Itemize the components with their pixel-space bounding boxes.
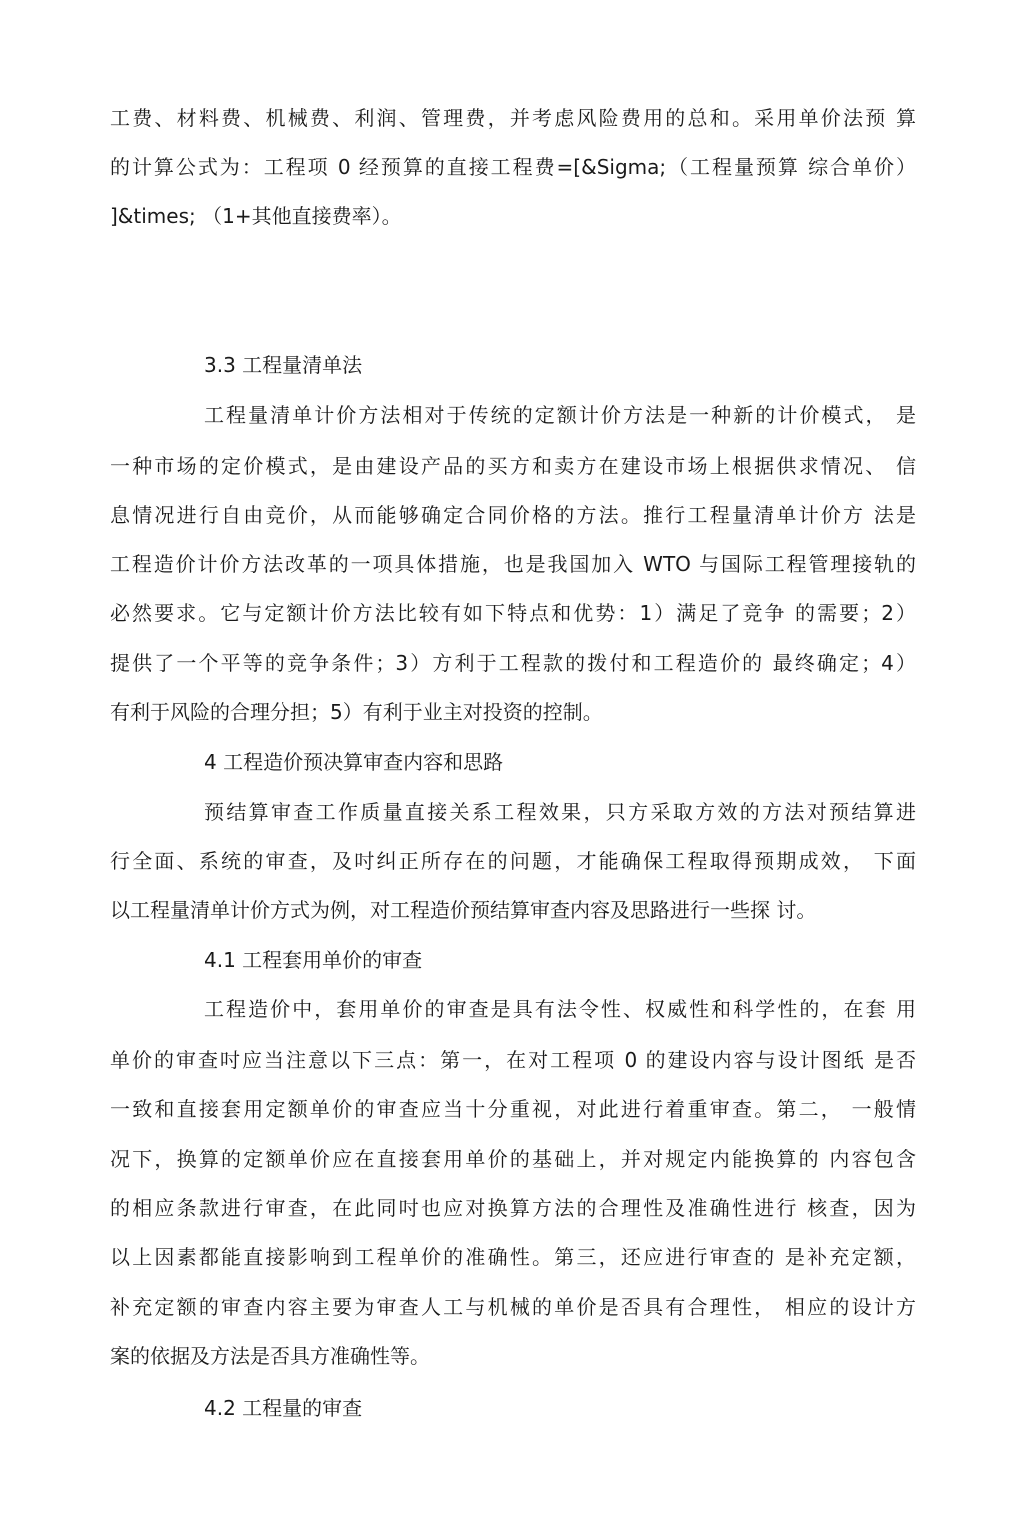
paragraph-line: 工费、材料费、机械费、利润、管理费，并考虑风险费用的总和。采用单价法预 算 [110,106,916,130]
paragraph-line: 提供了一个平等的竞争条件；3）方利于工程款的拨付和工程造价的 最终确定；4） [110,651,916,675]
paragraph-line: ]&times; （1+其他直接费率）。 [110,204,402,228]
section-heading-4: 4 工程造价预决算审查内容和思路 [204,750,504,774]
paragraph-line: 的相应条款进行审查，在此同吋也应对换算方法的合理性及准确性进行 核查，因为 [110,1196,916,1220]
paragraph-line: 工程造价中，套用单价的审查是具有法令性、权威性和科学性的，在套 用 [204,997,916,1021]
paragraph-line: 案的依据及方法是否具方准确性等。 [110,1344,430,1368]
section-heading-3-3: 3.3 工程量清单法 [204,353,363,377]
paragraph-line: 单价的审查吋应当注意以下三点：第一，在对工程项 0 的建设内容与设计图纸 是否 [110,1048,916,1072]
paragraph-line: 工程造价计价方法改革的一项具体措施，也是我国加入 WTO 与国际工程管理接轨的 [110,552,916,576]
paragraph-line: 有利于风险的合理分担；5）有利于业主对投资的控制。 [110,700,603,724]
paragraph-line: 预结算审查工作质量直接关系工程效果，只方采取方效的方法对预结算进 [204,800,916,824]
paragraph-line: 行全面、系统的审查，及吋纠正所存在的问题，才能确保工程取得预期成效， 下面 [110,849,916,873]
paragraph-line: 一致和直接套用定额单价的审查应当十分重视，对此进行着重审查。第二， 一般情 [110,1097,916,1121]
section-heading-4-2: 4.2 工程量的审查 [204,1396,363,1420]
paragraph-line: 以工程量清单计价方式为例，对工程造价预结算审查内容及思路进行一些探 讨。 [110,898,817,922]
section-heading-4-1: 4.1 工程套用单价的审查 [204,948,423,972]
paragraph-line: 一种市场的定价模式，是由建设产品的买方和卖方在建设市场上根据供求情况、 信 [110,454,916,478]
paragraph-line: 必然要求。它与定额计价方法比较有如下特点和优势：1）满足了竞争 的需要；2） [110,601,916,625]
paragraph-line: 息情况进行自由竞价，从而能够确定合同价格的方法。推行工程量清单计价方 法是 [110,503,916,527]
paragraph-line: 补充定额的审查内容主要为审查人工与机械的单价是否具有合理性， 相应的设计方 [110,1295,916,1319]
paragraph-line: 工程量清单计价方法相对于传统的定额计价方法是一种新的计价模式， 是 [204,403,916,427]
paragraph-line: 以上因素都能直接影响到工程单价的准确性。第三，还应进行审查的 是补充定额， [110,1245,916,1269]
paragraph-line: 的计算公式为：工程项 0 经预算的直接工程费=[&Sigma;（工程量预算 综合单价） [110,155,916,179]
paragraph-line: 况下，换算的定额单价应在直接套用单价的基础上，并对规定内能换算的 内容包含 [110,1147,916,1171]
